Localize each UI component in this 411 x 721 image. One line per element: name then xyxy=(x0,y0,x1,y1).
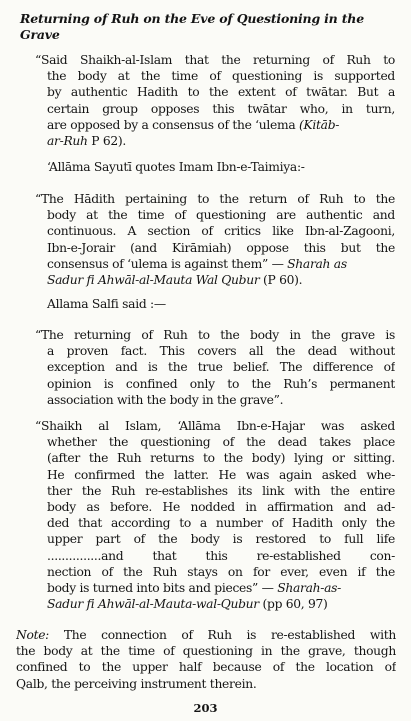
text-line: continuous. A section of critics like Ibn-al-Zagooni, xyxy=(47,224,395,239)
text-line: ded that according to a number of Hadith only the xyxy=(47,516,395,531)
quote-paragraph-2 xyxy=(35,191,395,288)
text-line: Qalb, the perceiving instrument therein. xyxy=(16,676,257,691)
text-span: consensus of ‘ulema is against them” — xyxy=(47,256,284,271)
text-line: body as before. He nodded in affirmation and ad- xyxy=(47,499,395,514)
text-line: the body at the time of questioning in the grave, though xyxy=(16,644,396,659)
text-line xyxy=(35,596,395,612)
citation: Sharah as xyxy=(287,256,347,271)
text-line: opinion is confined only to the Ruh’s permanent xyxy=(47,376,395,391)
heading-line: Returning of Ruh on the Eve of Questioning in the xyxy=(20,11,364,26)
text-line: ther the Ruh re-establishes its link with the entire xyxy=(47,483,395,498)
text-line: exception and is the true belief. The difference of xyxy=(47,360,395,375)
text-line: ‘Allāma Sayutī quotes Imam Ibn-e-Taimiya:- xyxy=(47,160,305,174)
text-line: by authentic Hadith to the extent of twātar. But a xyxy=(47,85,395,100)
heading-line: Grave xyxy=(20,27,60,43)
text-line xyxy=(16,627,396,643)
text-line: whether the questioning of the dead takes place xyxy=(47,435,395,450)
citation-tail: P 62). xyxy=(87,133,127,148)
section-heading xyxy=(20,11,395,43)
text-line: a proven fact. This covers all the dead without xyxy=(47,344,395,359)
text-line: association with the body in the grave”. xyxy=(47,392,284,407)
text-line: certain group opposes this twātar who, in turn, xyxy=(47,101,395,116)
text-line: (after the Ruh returns to the body) lying or sitting. xyxy=(47,451,395,466)
text-line: “Said Shaikh-al-Islam that the returning of Ruh to xyxy=(35,53,395,67)
text-line: body at the time of questioning are authentic and xyxy=(47,208,395,223)
text-line xyxy=(35,580,395,596)
text-line: nection of the Ruh stays on for ever, even if the xyxy=(47,564,395,579)
text-span: body is turned into bits and pieces” — xyxy=(47,580,274,595)
citation-tail: (pp 60, 97) xyxy=(258,597,328,612)
text-line: ...............and that this re-established con- xyxy=(47,548,395,563)
intro-line-salfi xyxy=(47,296,387,312)
citation-tail: (P 60). xyxy=(259,272,303,287)
text-line xyxy=(35,256,395,272)
citation: Sadur fi Ahwāl-al-Mauta-wal-Qubur xyxy=(47,597,259,612)
text-line: “The returning of Ruh to the body in the grave is xyxy=(35,328,395,342)
text-line: Ibn-e-Jorair (and Kirāmiah) oppose this but the xyxy=(47,240,395,255)
text-line xyxy=(35,133,395,149)
quote-paragraph-4 xyxy=(35,418,395,612)
citation: ar-Ruh xyxy=(47,133,88,148)
text-line: confined to the upper half because of the location of xyxy=(16,660,396,675)
quote-paragraph-3 xyxy=(35,327,395,408)
intro-line-sayuti xyxy=(47,159,387,175)
text-line xyxy=(35,272,395,288)
text-line: upper part of the body is restored to full life xyxy=(47,532,395,547)
text-span: The connection of Ruh is re-established with xyxy=(49,628,396,642)
text-line: He confirmed the latter. He was again asked whe- xyxy=(47,467,395,482)
text-line: the body at the time of questioning is supported xyxy=(47,69,395,84)
citation: Sharah-as- xyxy=(277,580,341,595)
note-paragraph xyxy=(16,627,396,692)
text-line: Allama Salfi said :— xyxy=(47,297,166,311)
note-label: Note: xyxy=(16,628,50,642)
text-line: “Shaikh al Islam, ‘Allāma Ibn-e-Hajar was asked xyxy=(35,419,395,433)
text-line xyxy=(35,117,395,133)
text-line: “The Hādith pertaining to the return of Ruh to the xyxy=(35,192,395,206)
quote-paragraph-1 xyxy=(35,52,395,149)
citation: (Kitāb- xyxy=(299,117,340,132)
text-span: are opposed by a consensus of the ‘ulema xyxy=(47,117,296,132)
citation: Sadur fi Ahwāl-al-Mauta Wal Qubur xyxy=(47,272,260,287)
page-number: 203 xyxy=(193,701,218,715)
